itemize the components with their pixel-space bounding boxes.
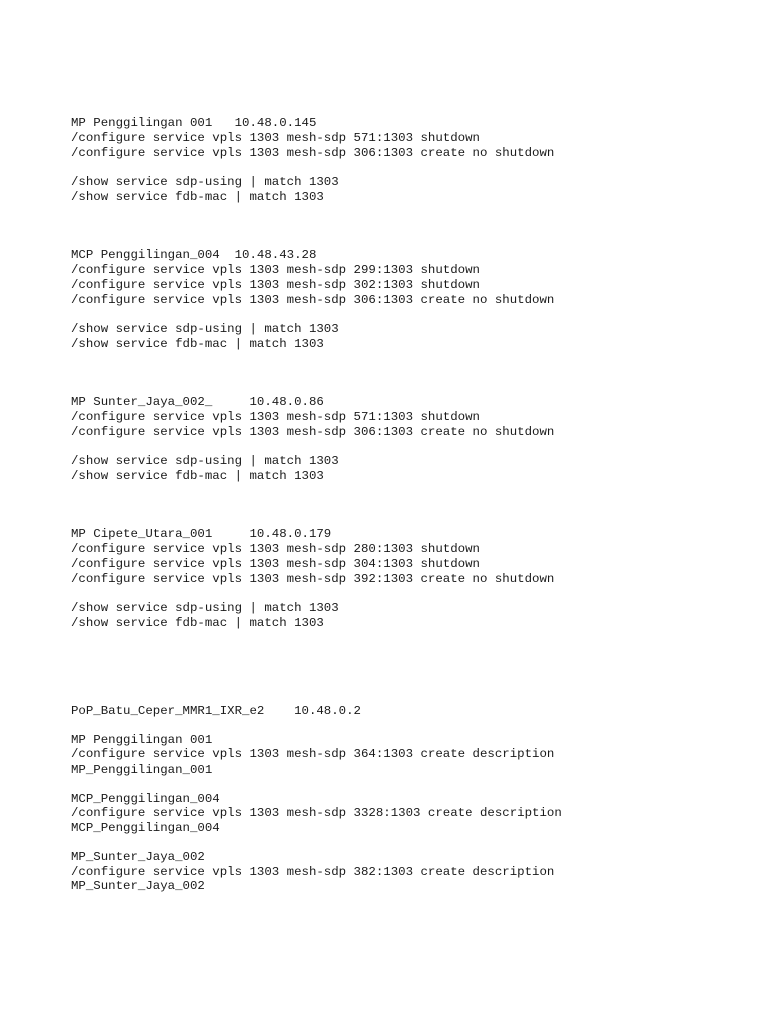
device-header: PoP_Batu_Ceper_MMR1_IXR_e2 10.48.0.2 [71, 704, 361, 718]
command-line: /show service fdb-mac | match 1303 [71, 190, 324, 204]
command-line: /configure service vpls 1303 mesh-sdp 299:1303 shutdown [71, 263, 480, 277]
device-label: MCP_Penggilingan_004 [71, 792, 220, 806]
device-label: MP_Sunter_Jaya_002 [71, 850, 205, 864]
command-line: /configure service vpls 1303 mesh-sdp 571:1303 shutdown [71, 131, 480, 145]
command-line: /configure service vpls 1303 mesh-sdp 3328:1303 create description [71, 806, 562, 820]
description-value: MCP_Penggilingan_004 [71, 821, 220, 835]
description-value: MP_Penggilingan_001 [71, 763, 213, 777]
device-label: MP Penggilingan 001 [71, 733, 213, 747]
command-line: /show service fdb-mac | match 1303 [71, 616, 324, 630]
command-line: /show service sdp-using | match 1303 [71, 322, 339, 336]
command-line: /show service fdb-mac | match 1303 [71, 469, 324, 483]
description-value: MP_Sunter_Jaya_002 [71, 879, 205, 893]
command-line: /configure service vpls 1303 mesh-sdp 364:1303 create description [71, 747, 555, 761]
command-line: /show service sdp-using | match 1303 [71, 175, 339, 189]
command-line: /show service sdp-using | match 1303 [71, 601, 339, 615]
device-header: MP Cipete_Utara_001 10.48.0.179 [71, 527, 332, 541]
command-line: /configure service vpls 1303 mesh-sdp 304:1303 shutdown [71, 557, 480, 571]
device-header: MCP Penggilingan_004 10.48.43.28 [71, 248, 317, 262]
command-line: /configure service vpls 1303 mesh-sdp 306:1303 create no shutdown [71, 425, 555, 439]
command-line: /configure service vpls 1303 mesh-sdp 302:1303 shutdown [71, 278, 480, 292]
command-line: /configure service vpls 1303 mesh-sdp 571:1303 shutdown [71, 410, 480, 424]
command-line: /configure service vpls 1303 mesh-sdp 306:1303 create no shutdown [71, 293, 555, 307]
command-line: /show service fdb-mac | match 1303 [71, 337, 324, 351]
command-line: /configure service vpls 1303 mesh-sdp 306:1303 create no shutdown [71, 146, 555, 160]
command-line: /configure service vpls 1303 mesh-sdp 392:1303 create no shutdown [71, 572, 555, 586]
command-line: /configure service vpls 1303 mesh-sdp 280:1303 shutdown [71, 542, 480, 556]
device-header: MP Penggilingan 001 10.48.0.145 [71, 116, 317, 130]
command-line: /show service sdp-using | match 1303 [71, 454, 339, 468]
device-header: MP Sunter_Jaya_002_ 10.48.0.86 [71, 395, 324, 409]
command-line: /configure service vpls 1303 mesh-sdp 382:1303 create description [71, 865, 555, 879]
